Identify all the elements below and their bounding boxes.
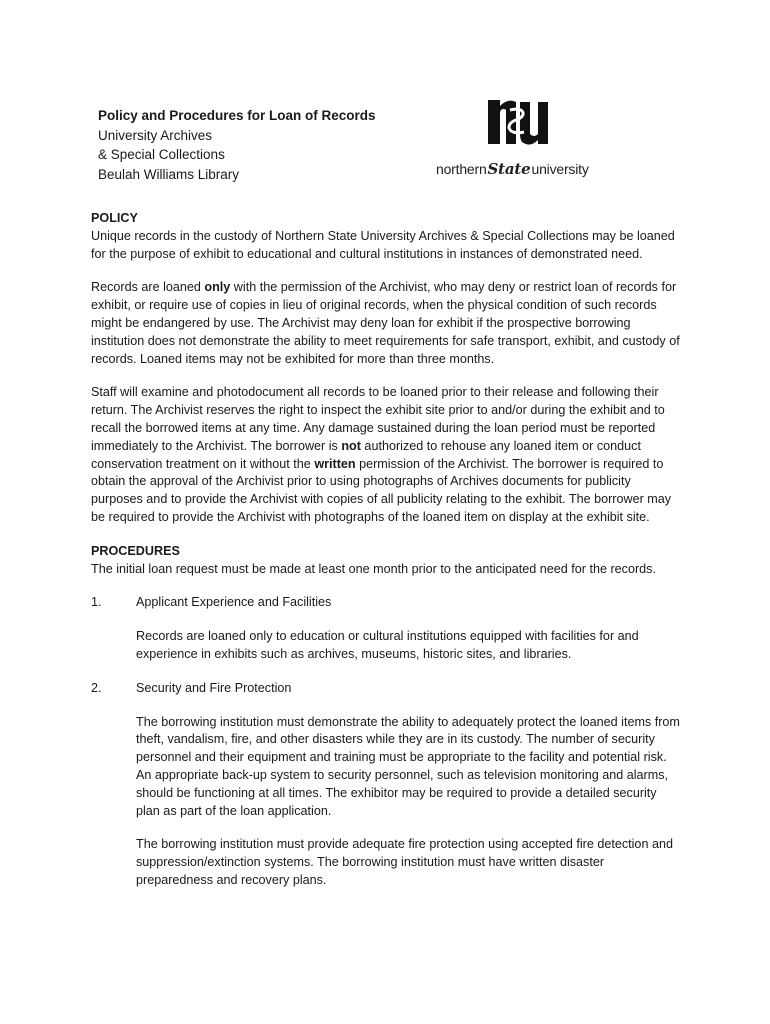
university-wordmark <box>436 160 598 178</box>
procedure-paragraph: The borrowing institution must demonstrate the ability to adequately protect the loaned items from theft, vandalism, fire, and other disasters while they are in its custody. The number of security personnel and their equipment and training must be appropriate to the facility and potential risk. An appropriate back-up system to security personnel, such as television monitoring and alarms, should be functioning at all times. The exhibitor may be required to provide a detailed security plan as part of the loan application. <box>136 714 680 818</box>
document-body <box>91 210 683 906</box>
wordmark-state: State <box>487 160 531 178</box>
header-line-collections: & Special Collections <box>98 147 225 162</box>
procedure-paragraph: Records are loaned only to education or cultural institutions equipped with facilities for and experience in exhibits such as archives, museums, historic sites, and libraries. <box>136 629 639 661</box>
policy-paragraph-1: Unique records in the custody of Northern State University Archives & Special Collections may be loaned for the purpose of exhibit to educational and cultural institutions in instances of demonstrated need. <box>91 228 675 261</box>
document-header <box>98 106 418 184</box>
nsu-logo-icon <box>486 96 550 148</box>
procedure-item-1 <box>91 594 683 612</box>
procedure-number: 1. <box>91 595 102 610</box>
wordmark-northern: northern <box>436 161 487 177</box>
policy-paragraph-2: Records are loaned only with the permission of the Archivist, who may deny or restrict loan of records for exhibit, or require use of copies in lieu of original records, when the physical condition of such records might be endangered by use. The Archivist may deny loan for exhibit if the prospective borrowing institution does not demonstrate the ability to meet requirements for safe transport, exhibit, and custody of records. Loaned items may not be exhibited for more than three months. <box>91 280 680 366</box>
policy-paragraph-3: Staff will examine and photodocument all records to be loaned prior to their release and following their return. The Archivist reserves the right to inspect the exhibit site prior to and/or during the exhibit and to recall the borrowed items at any time. Any damage sustained during the loan period must be reported immediately to the Archivist. The borrower is not authorized to rehouse any loaned item or conduct conservation treatment on it without the written permission of the Archivist. The borrower is required to obtain the approval of the Archivist prior to using photographs of Archives documents for publicity purposes and to provide the Archivist with copies of all publicity relating to the exhibit. The borrower may be required to provide the Archivist with photographs of the loaned item on display at the exhibit site. <box>91 385 672 524</box>
university-logo <box>436 96 598 188</box>
wordmark-university: university <box>531 161 589 177</box>
document-title: Policy and Procedures for Loan of Records <box>98 108 376 123</box>
procedure-paragraph: The borrowing institution must provide adequate fire protection using accepted fire detection and suppression/extinction systems. The borrowing institution must have written disaster preparedness and recovery plans. <box>136 837 673 887</box>
header-line-archives: University Archives <box>98 127 213 143</box>
procedure-number: 2. <box>91 680 102 695</box>
policy-heading: POLICY <box>91 211 138 225</box>
procedures-heading: PROCEDURES <box>91 543 180 558</box>
procedure-title: Applicant Experience and Facilities <box>136 595 332 610</box>
header-line-library: Beulah Williams Library <box>98 166 240 182</box>
procedure-item-2 <box>91 680 683 698</box>
procedures-intro: The initial loan request must be made at least one month prior to the anticipated need for the records. <box>91 561 656 576</box>
procedure-title: Security and Fire Protection <box>136 680 292 695</box>
